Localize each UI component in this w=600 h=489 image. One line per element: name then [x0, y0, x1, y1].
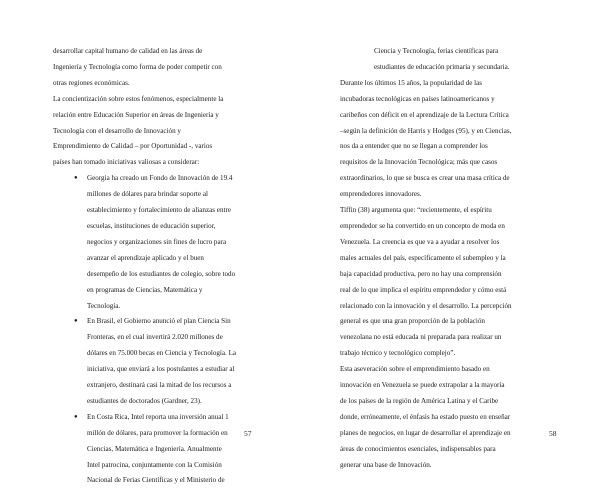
bullet-line: avanzar el aprendizaje aplicado y el buen: [87, 253, 204, 262]
bullet-georgia: [74, 171, 258, 314]
left-text-column: [53, 44, 258, 489]
initiatives-list: [53, 171, 258, 489]
bullet-line: millón de dólares, para promover la formación en: [87, 428, 228, 437]
body-line: emprendedores innovadores.: [340, 190, 422, 199]
right-text-column: [340, 44, 545, 473]
intro-line: otras regiones económicas.: [53, 78, 130, 87]
body-line: Esta aseveración sobre el emprendimiento basado en: [340, 365, 490, 374]
intro-line: relación entre Educación Superior en áreas de Ingeniería y: [53, 110, 219, 119]
intro-line: Tecnología con el desarrollo de Innovación y: [53, 126, 181, 135]
body-line: Tiffin (38) argumenta que: “recientemente, el espíritu: [340, 206, 492, 215]
right-page: [300, 0, 600, 473]
bullet-line: establecimiento y fortalecimiento de alianzas entre: [87, 206, 231, 215]
body-line: emprendedor se ha convertido en un concepto de moda en: [340, 221, 505, 230]
bullet-line: Nacional de Ferias Científicas y el Ministerio de: [87, 476, 225, 485]
body-line: nos da a entender que no se llegan a comprender los: [340, 142, 488, 151]
bullet-line: Ciencias, Matemática e Ingeniería. Anualmente: [87, 444, 222, 453]
body-line: males actuales del país, específicamente el subempleo y la: [340, 253, 506, 262]
page-number: 57: [244, 429, 252, 438]
body-line: baja capacidad productiva, pero no hay una comprensión: [340, 269, 502, 278]
bullet-line: Georgia ha creado un Fondo de Innovación de 19.4: [87, 174, 233, 183]
body-line: Durante los últimos 15 años, la popularidad de las: [340, 78, 483, 87]
bullet-line: extranjero, destinará casi la mitad de los recursos a: [87, 381, 232, 390]
body-line: real de lo que implica el espíritu emprendedor y cómo está: [340, 285, 507, 294]
intro-line: Emprendimiento de Calidad – por Oportunidad -, varios: [53, 142, 213, 151]
bullet-line: Fronteras, en el cual invertirá 2.020 millones de: [87, 333, 223, 342]
intro-line: La concientización sobre estos fenómenos, especialmente la: [53, 94, 224, 103]
intro-line: Ingeniería y Tecnología como forma de poder competir con: [53, 62, 222, 71]
page-number: 58: [549, 429, 557, 438]
bullet-line: dólares en 75.000 becas en Ciencia y Tecnología. La: [87, 349, 237, 358]
body-line: generar una base de Innovación.: [340, 460, 432, 469]
body-line: relacionado con la innovación y el desarrollo. La percepción: [340, 301, 512, 310]
continuation-line: estudiantes de educación primaria y secundaria.: [374, 62, 510, 71]
body-line: –según la definición de Harris y Hodges (95), y en Ciencias,: [340, 126, 512, 135]
body-line: general es que una gran proporción de la población: [340, 317, 485, 326]
bullet-line: estudiantes de doctorados (Gardner, 23).: [87, 396, 202, 405]
bullet-brasil: [74, 314, 258, 409]
bullet-icon: ●: [74, 318, 78, 325]
bullet-line: desempeño de los estudiantes de colegio, sobre todo: [87, 269, 236, 278]
intro-line: países han tomado iniciativas valiosas a considerar:: [53, 158, 200, 167]
bullet-line: En Brasil, el Gobierno anunció el plan Ciencia Sin: [87, 317, 231, 326]
body-line: Venezuela. La creencia es que va a ayudar a resolver los: [340, 237, 500, 246]
bullet-line: Tecnología.: [87, 301, 121, 310]
body-line: donde, erróneamente, el énfasis ha estado puesto en enseñar: [340, 412, 511, 421]
bullet-icon: ●: [74, 413, 78, 420]
bullet-line: millones de dólares para brindar soporte al: [87, 190, 208, 199]
bullet-line: escuelas, instituciones de educación superior,: [87, 221, 216, 230]
body-line: áreas de conocimientos esenciales, indispensables para: [340, 444, 496, 453]
body-line: venezolana no está educada ni preparada para realizar un: [340, 333, 502, 342]
body-line: planes de negocios, en lugar de desarrollar el aprendizaje en: [340, 428, 511, 437]
body-line: incubadoras tecnológicas en países latinoamericanos y: [340, 94, 495, 103]
continuation-line: Ciencia y Tecnología, ferias científicas para: [374, 47, 499, 55]
bullet-line: iniciativa, que enviará a los postulantes a estudiar al: [87, 365, 235, 374]
body-line: innovación en Venezuela se puede extrapolar a la mayoría: [340, 381, 505, 390]
bullet-line: en programas de Ciencias, Matemática y: [87, 285, 203, 294]
body-line: requisitos de la Innovación Tecnológica; más que casos: [340, 158, 498, 167]
body-line: trabajo técnico y tecnológico complejo”.: [340, 349, 456, 358]
bullet-costa-rica: [74, 410, 258, 489]
bullet-line: Intel patrocina, conjuntamente con la Comisión: [87, 460, 222, 469]
bullet-line: En Costa Rica, Intel reporta una inversión anual 1: [87, 412, 229, 421]
bullet-icon: ●: [74, 175, 78, 182]
intro-line: desarrollar capital humano de calidad en las áreas de: [53, 47, 203, 55]
left-page: [0, 0, 300, 485]
body-line: de los países de la región de América Latina y el Caribe: [340, 396, 499, 405]
bullet-line: negocios y organizaciones sin fines de lucro para: [87, 237, 227, 246]
bullet-continuation: [340, 44, 545, 76]
body-line: caribeños con déficit en el aprendizaje de la Lectura Crítica: [340, 110, 509, 119]
body-line: extraordinarios, lo que se busca es crear una masa crítica de: [340, 174, 510, 183]
